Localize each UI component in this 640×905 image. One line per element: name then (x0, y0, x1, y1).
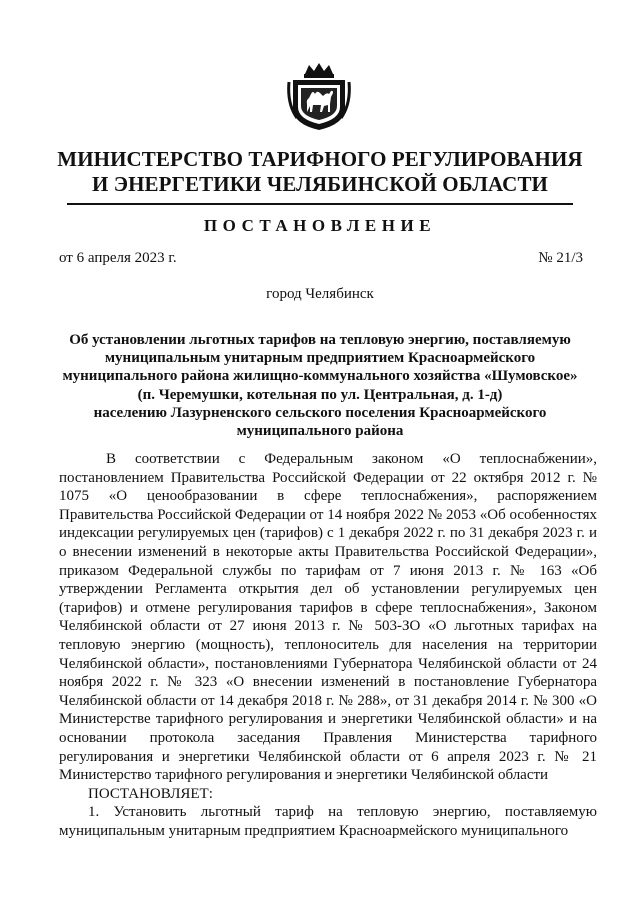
title-line-4: (п. Черемушки, котельная по ул. Центральная, д. 1-д) (137, 386, 503, 403)
decree-word: ПОСТАНОВЛЯЕТ: (88, 785, 213, 802)
ministry-name-line-2: И ЭНЕРГЕТИКИ ЧЕЛЯБИНСКОЙ ОБЛАСТИ (92, 172, 548, 196)
title-line-5: населению Лазурненского сельского поселения Красноармейского (93, 404, 547, 421)
document-number: № 21/3 (538, 250, 583, 266)
document-date: от 6 апреля 2023 г. (59, 250, 177, 266)
document-city: город Челябинск (266, 286, 374, 302)
document-type: ПОСТАНОВЛЕНИЕ (203, 216, 437, 235)
ministry-name (40, 147, 600, 197)
header-divider (67, 203, 573, 205)
preamble-paragraph: В соответствии с Федеральным законом «О теплоснабжении», постановлением Правительства Российской Федерации от 22 октября 2012 г. № 1075 «О ценообразовании в сфере теплоснабжения», распоряжением Правительства Российской Федерации от 14 ноября 2022 № 2053 «Об особенностях индексации регулируемых цен (тарифов) с 1 декабря 2022 г. по 31 декабря 2023 г. и о внесении изменений в некоторые акты Правительства Российской Федерации», приказом Федеральной службы по тарифам от 7 июня 2013 г. № 163 «Об утверждении Регламента открытия дел об установлении регулируемых цен (тарифов) и отмене регулирования тарифов в сфере теплоснабжения», Законом Челябинской области от 27 июня 2013 г. № 503-ЗО «О льготных тарифах на тепловую энергию (мощность), теплоноситель для населения на территории Челябинской области», постановлениями Губернатора Челябинской области от 24 ноября 2022 г. № 323 «О внесении изменений в постановление Губернатора Челябинской области от 14 декабря 2018 г. № 288», от 31 декабря 2014 г. № 300 «О Министерстве тарифного регулирования и энергетики Челябинской области» и на основании протокола заседания Правления Министерства тарифного регулирования и энергетики Челябинской области от 6 апреля 2023 г. № 21 Министерство тарифного регулирования и энергетики Челябинской области (59, 451, 597, 784)
title-line-2: муниципальным унитарным предприятием Красноармейского (104, 350, 536, 367)
title-line-1: Об установлении льготных тарифов на тепловую энергию, поставляемую (69, 332, 571, 348)
document-body (59, 450, 597, 840)
title-line-3: муниципального района жилищно-коммунального хозяйства «Шумовское» (62, 368, 578, 385)
document-title (52, 331, 588, 440)
title-line-6: муниципального района (236, 423, 404, 440)
ministry-name-line-1: МИНИСТЕРСТВО ТАРИФНОГО РЕГУЛИРОВАНИЯ (57, 147, 583, 171)
chelyabinsk-coat-of-arms-icon (287, 60, 351, 132)
clause-1: 1. Установить льготный тариф на тепловую энергию, поставляемую муниципальным унитарным предприятием Красноармейского муниципального (59, 804, 597, 839)
